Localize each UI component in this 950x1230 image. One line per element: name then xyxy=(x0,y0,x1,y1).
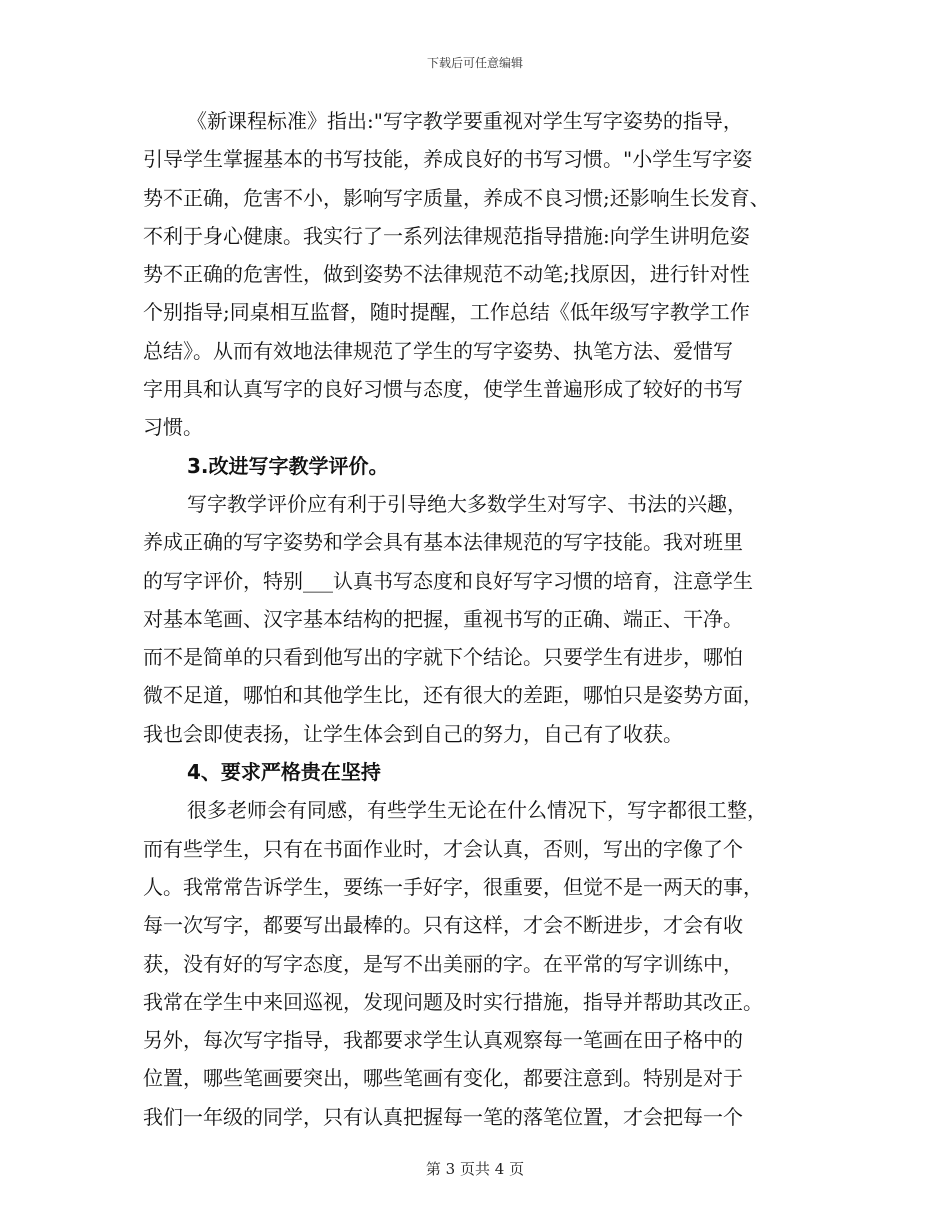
paragraph-line: 总结》。从而有效地法律规范了学生的写字姿势、执笔方法、爱惜写 xyxy=(143,338,733,363)
section-heading: 4、要求严格贵在坚持 xyxy=(187,760,381,785)
paragraph-line: 个别指导;同桌相互监督，随时提醒，工作总结《低年级写字教学工作 xyxy=(143,300,750,325)
paragraph-line: 每一次写字，都要写出最棒的。只有这样，才会不断进步，才会有收 xyxy=(143,913,743,938)
paragraph-line: 引导学生掌握基本的书写技能，养成良好的书写习惯。"小学生写字姿 xyxy=(143,147,753,172)
paragraph-line: 而不是简单的只看到他写出的字就下个结论。只要学生有进步，哪怕 xyxy=(143,645,743,670)
paragraph-line: 很多老师会有同感，有些学生无论在什么情况下，写字都很工整， xyxy=(187,798,767,823)
page-header: 下载后可任意编辑 xyxy=(426,56,523,70)
paragraph-line: 我们一年级的同学，只有认真把握每一笔的落笔位置，才会把每一个 xyxy=(143,1104,743,1129)
paragraph-line: 微不足道，哪怕和其他学生比，还有很大的差距，哪怕只是姿势方面， xyxy=(143,683,763,708)
paragraph-line: 对基本笔画、汉字基本结构的把握，重视书写的正确、端正、干净。 xyxy=(143,606,743,631)
paragraph-line: 获，没有好的写字态度，是写不出美丽的字。在平常的写字训练中， xyxy=(143,951,743,976)
document-body xyxy=(143,102,823,1136)
paragraph-line: 势不正确，危害不小，影响写字质量，养成不良习惯;还影响生长发育、 xyxy=(143,185,770,210)
paragraph-line: 另外，每次写字指导，我都要求学生认真观察每一笔画在田子格中的 xyxy=(143,1028,743,1053)
paragraph-line: 写字教学评价应有利于引导绝大多数学生对写字、书法的兴趣， xyxy=(187,491,747,516)
paragraph-line: 人。我常常告诉学生，要练一手好字，很重要，但觉不是一两天的事， xyxy=(143,874,763,899)
page-footer: 第 3 页共 4 页 xyxy=(425,1160,525,1178)
section-heading: 3.改进写字教学评价。 xyxy=(187,453,389,478)
paragraph-line: 养成正确的写字姿势和学会具有基本法律规范的写字技能。我对班里 xyxy=(143,530,743,555)
paragraph-line: 的写字评价，特别___认真书写态度和良好写字习惯的培育，注意学生 xyxy=(143,568,753,593)
paragraph-line: 字用具和认真写字的良好习惯与态度，使学生普遍形成了较好的书写 xyxy=(143,377,743,402)
paragraph-line: 我常在学生中来回巡视，发现问题及时实行措施，指导并帮助其改正。 xyxy=(143,989,763,1014)
paragraph-line: 势不正确的危害性，做到姿势不法律规范不动笔;找原因，进行针对性 xyxy=(143,262,750,287)
paragraph-line: 《新课程标准》指出:"写字教学要重视对学生写字姿势的指导， xyxy=(187,109,743,133)
paragraph-line: 位置，哪些笔画要突出，哪些笔画有变化，都要注意到。特别是对于 xyxy=(143,1066,743,1091)
paragraph-line: 而有些学生，只有在书面作业时，才会认真，否则，写出的字像了个 xyxy=(143,836,743,861)
paragraph-line: 不利于身心健康。我实行了一系列法律规范指导措施:向学生讲明危姿 xyxy=(143,223,750,248)
paragraph-line: 习惯。 xyxy=(143,415,203,440)
paragraph-line: 我也会即使表扬，让学生体会到自己的努力，自己有了收获。 xyxy=(143,721,683,746)
